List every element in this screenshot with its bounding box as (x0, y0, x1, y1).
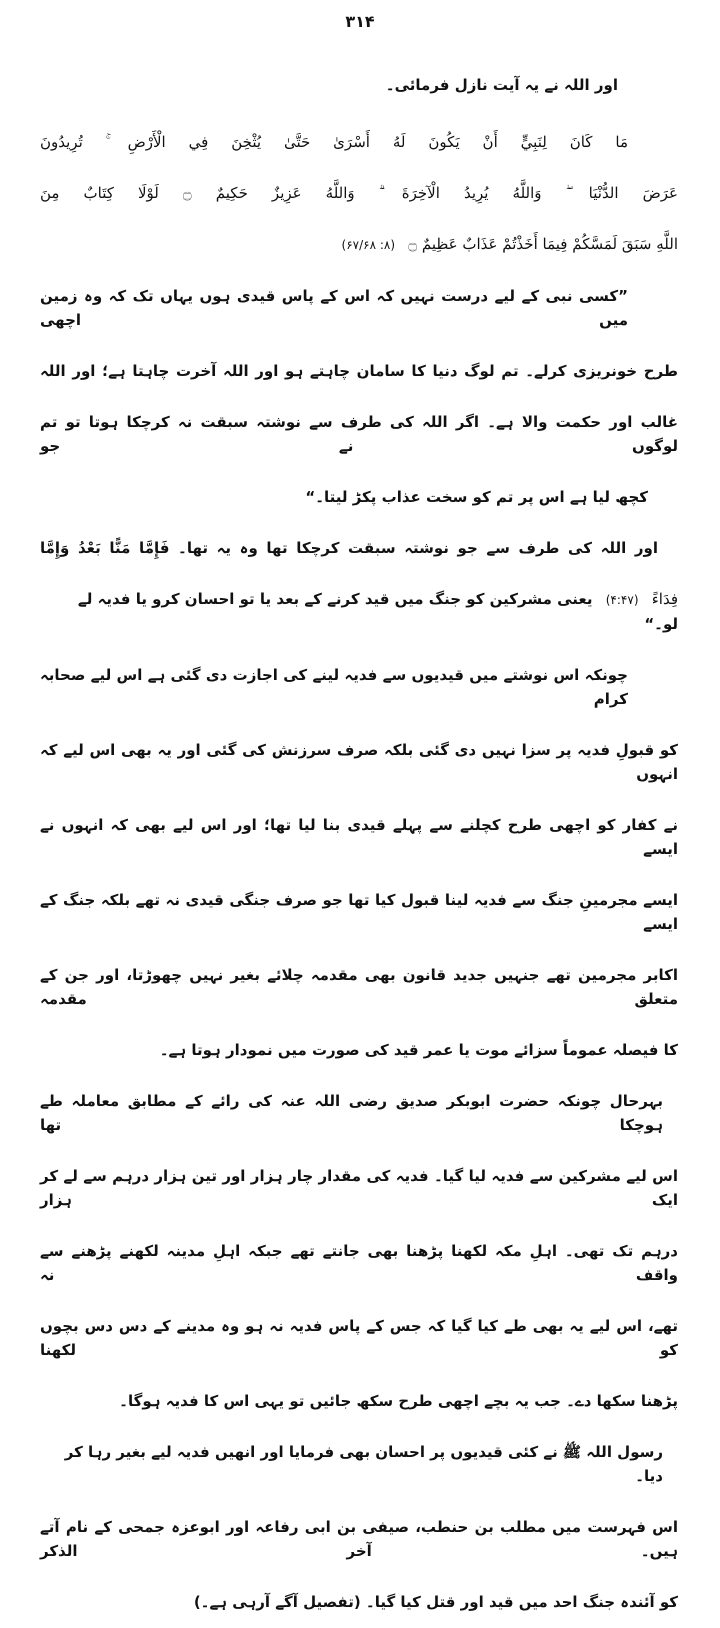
paragraph-line: اس لیے مشرکین سے فدیہ لیا گیا۔ فدیہ کی مقدار چار ہزار اور تین ہزار درہم سے لے کر ایک ہزار (40, 1167, 678, 1209)
page-body (40, 60, 678, 1628)
paragraph-line: رسول اللہ ﷺ نے کئی قیدیوں پر احسان بھی فرمایا اور انھیں فدیہ لیے بغیر رہا کر دیا۔ (64, 1443, 663, 1485)
paragraph-line: اس فہرست میں مطلب بن حنطب، صیفی بن ابی رفاعہ اور ابوعزہ جمحی کے نام آتے ہیں۔ آخر الذکر (40, 1518, 678, 1560)
verse-reference: (۸: ۶۷/۶۸) (341, 238, 396, 252)
paragraph-line: اکابر مجرمین تھے جنہیں جدید قانون بھی مقدمہ چلائے بغیر نہیں چھوڑتا، اور جن کے متعلق مقدمہ (40, 966, 678, 1008)
paragraph-line: درہم تک تھی۔ اہلِ مکہ لکھنا پڑھنا بھی جانتے تھے جبکہ اہلِ مدینہ لکھنے پڑھنے سے واقف نہ (40, 1242, 678, 1284)
paragraph-line: کا فیصلہ عموماً سزائے موت یا عمر قید کی صورت میں نمودار ہوتا ہے۔ (159, 1041, 678, 1059)
translation-line: کچھ لیا ہے اس پر تم کو سخت عذاب پکڑ لیتا۔“ (305, 488, 648, 506)
paragraph-line: پڑھنا سکھا دے۔ جب یہ بچے اچھی طرح سکھ جائیں تو یہی اس کا فدیہ ہوگا۔ (119, 1392, 678, 1410)
paragraph-line: کو قبولِ فدیہ پر سزا نہیں دی گئی بلکہ صرف سرزنش کی گئی اور یہ بھی اس لیے کہ انہوں (40, 741, 678, 783)
decree-line: اور اللہ کی طرف سے جو نوشتہ سبقت کرچکا تھا وہ یہ تھا۔ فَإِمَّا مَنًّا بَعْدُ وَإِمَّا (40, 539, 658, 557)
paragraph-line: کو آئندہ جنگ احد میں قید اور قتل کیا گیا۔ (تفصیل آگے آرہی ہے۔) (193, 1593, 678, 1611)
decree-reference: (۴:۴۷) (605, 593, 639, 607)
decree-arabic: فِدَاءً (651, 590, 678, 608)
intro-line: اور اللہ نے یہ آیت نازل فرمائی۔ (385, 76, 618, 94)
decree-text: یعنی مشرکین کو جنگ میں قید کرنے کے بعد یا تو احسان کرو یا فدیہ لے لو۔“ (77, 590, 678, 633)
paragraph-line: تھے، اس لیے یہ بھی طے کیا گیا کہ جس کے پاس فدیہ نہ ہو وہ مدینے کے دس دس بچوں کو لکھنا (40, 1317, 678, 1359)
translation-line: غالب اور حکمت والا ہے۔ اگر اللہ کی طرف سے نوشتہ سبقت نہ کرچکا ہوتا تو تم لوگوں نے جو (40, 413, 678, 455)
page-number: ۳۱۴ (345, 12, 375, 31)
paragraph-line: نے کفار کو اچھی طرح کچلنے سے پہلے قیدی بنا لیا تھا؛ اور اس لیے بھی کہ انہوں نے ایسے (40, 816, 678, 858)
paragraph-line: چونکہ اس نوشتے میں قیدیوں سے فدیہ لینے کی اجازت دی گئی ہے اس لیے صحابہ کرام (40, 666, 628, 708)
verse-line: عَرَضَ الدُّنْيَا ۖ وَاللَّهُ يُرِيدُ الْآخِرَةَ ۗ وَاللَّهُ عَزِيزٌ حَكِيمٌ ۝ لَوْلَا كِتَابٌ مِنَ (40, 184, 678, 202)
decree-line-2 (40, 574, 678, 650)
paragraph-line: بہرحال چونکہ حضرت ابوبکر صدیق رضی اللہ عنہ کی رائے کے مطابق معاملہ طے ہوچکا تھا (40, 1092, 663, 1134)
paragraph-line: ایسے مجرمینِ جنگ سے فدیہ لینا قبول کیا تھا جو صرف جنگی قیدی نہ تھے بلکہ جنگ کے ایسے (40, 891, 678, 933)
translation-line: طرح خونریزی کرلے۔ تم لوگ دنیا کا سامان چاہتے ہو اور اللہ آخرت چاہتا ہے؛ اور اللہ (40, 362, 678, 380)
verse-line-last (40, 219, 678, 271)
verse-line: اللَّهِ سَبَقَ لَمَسَّكُمْ فِيمَا أَخَذْتُمْ عَذَابٌ عَظِيمٌ ۝ (408, 235, 678, 253)
verse-line: مَا كَانَ لِنَبِيٍّ أَنْ يَكُونَ لَهُ أَسْرَىٰ حَتَّىٰ يُثْخِنَ فِي الْأَرْضِ ۚ تُرِيدُونَ (40, 133, 628, 151)
translation-line: ”کسی نبی کے لیے درست نہیں کہ اس کے پاس قیدی ہوں یہاں تک کہ وہ زمین میں اچھی (40, 287, 628, 329)
